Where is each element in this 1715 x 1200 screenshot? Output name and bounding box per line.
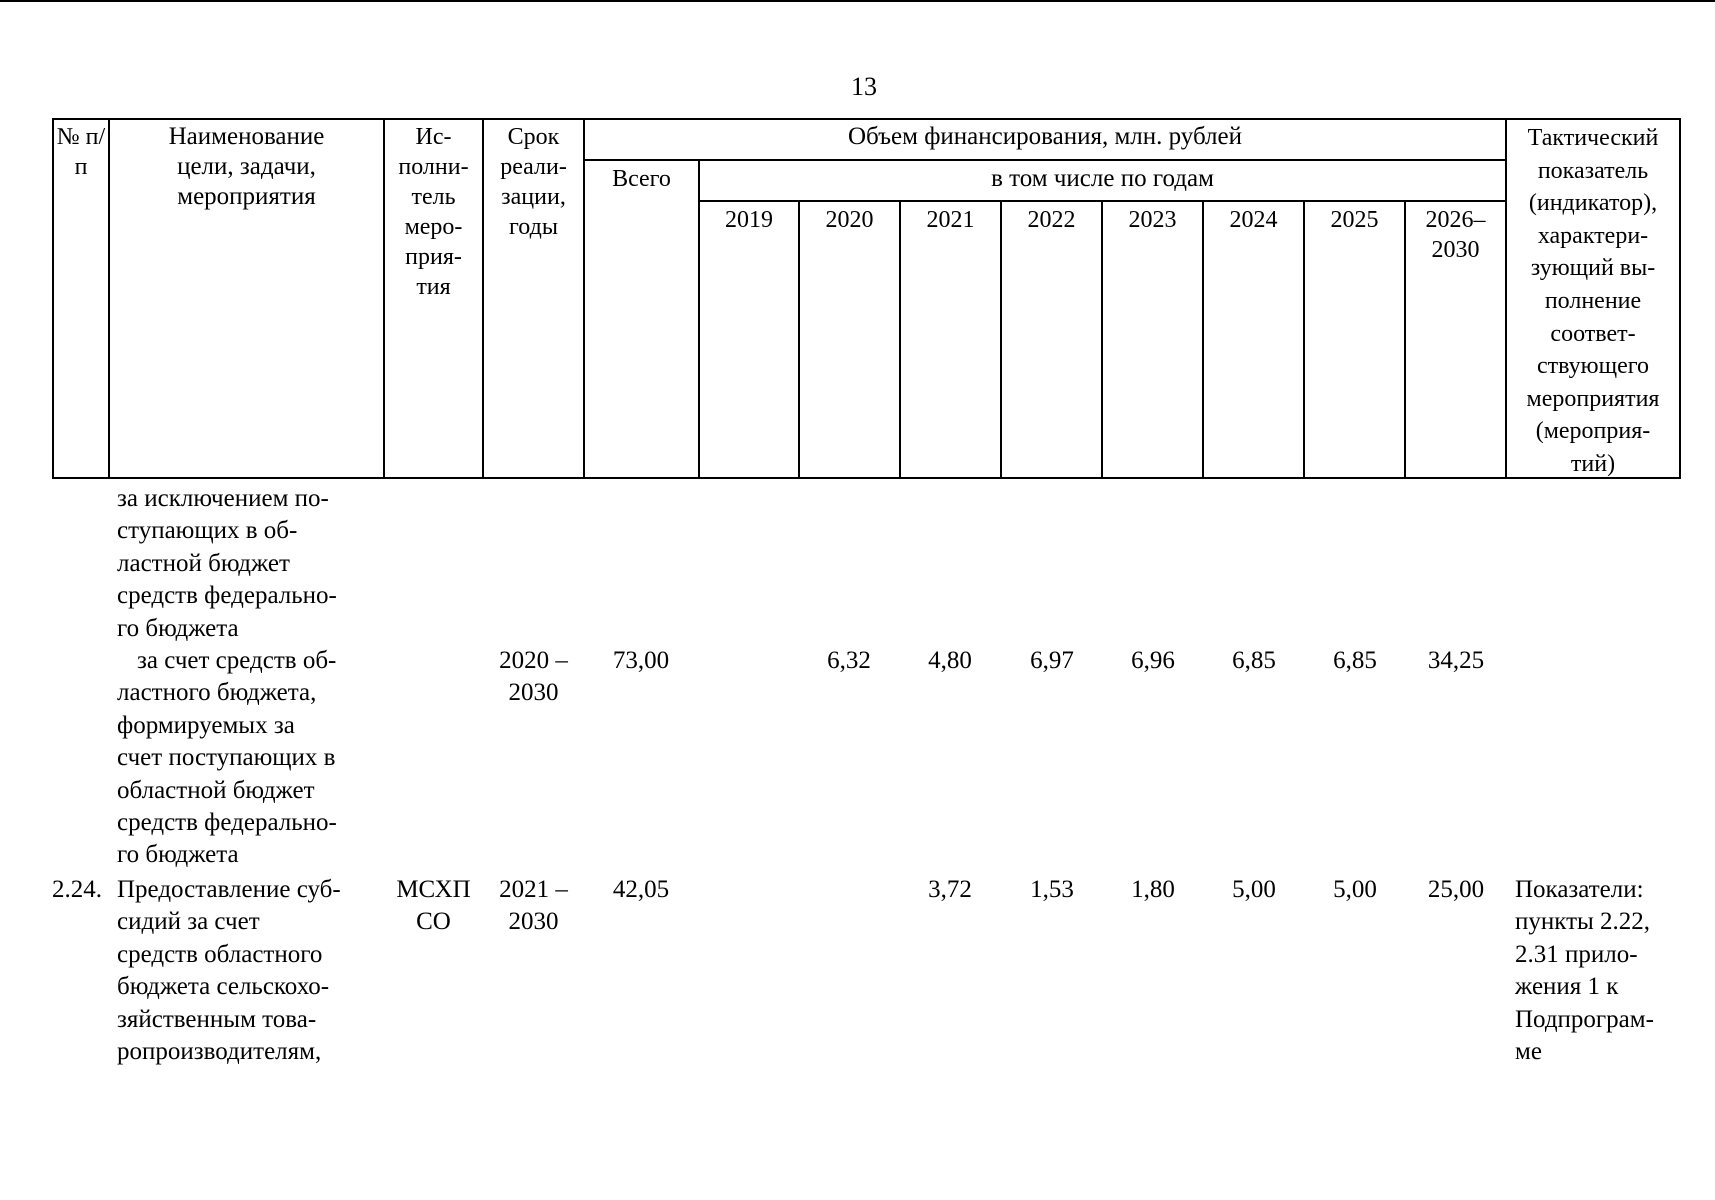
header-col-executor: Ис- полни- тель меро- прия- тия [398,124,469,300]
row-total: 73,00 [612,647,670,674]
row-period: 2020 – 2030 [499,647,568,707]
header-col-by-years: в том числе по годам [991,165,1214,192]
row-value: 4,80 [928,647,972,674]
row-value: 34,25 [1427,647,1485,674]
header-vline [798,200,800,479]
header-col-funding: Объем финансирования, млн. рублей [847,123,1243,150]
row-name: за счет средств об- ластного бюджета, формируемых за счет поступающих в областной бюджет средств федерально- го бюджета [117,647,337,869]
page-number: 13 [851,72,877,101]
header-border-top [52,118,1681,120]
header-vline [1303,200,1305,479]
header-col-total: Всего [612,166,671,192]
row-executor: МСХП СО [396,876,471,936]
row-value: 1,53 [1030,876,1074,903]
header-vline [1679,118,1681,479]
header-vline [1202,200,1204,479]
header-year: 2024 [1229,207,1278,233]
header-vline [899,200,901,479]
row-value: 6,96 [1131,647,1175,674]
row-name: Предоставление суб- сидий за счет средств областного бюджета сельскохо- зяйственным това- ропроизводителям, [117,876,341,1066]
header-col-no: № п/п [56,124,106,180]
row-value: 6,32 [827,647,871,674]
header-year: 2025 [1330,207,1379,233]
row-indicator: Показатели: пункты 2.22, 2.31 прило- жения 1 к Подпрограм- ме [1515,876,1654,1066]
header-col-period: Срок реали- зации, годы [500,124,567,240]
row-value: 25,00 [1427,876,1485,903]
row-total: 42,05 [612,876,670,903]
row-number: 2.24. [52,876,102,903]
header-year: 2021 [926,207,975,233]
header-border-bottom [52,477,1681,479]
header-vline [1101,200,1103,479]
row-value: 3,72 [928,876,972,903]
row-value: 5,00 [1232,876,1276,903]
row-name: за исключением по- ступающих в об- ластной бюджет средств федерально- го бюджета [117,485,337,642]
header-year: 2026– 2030 [1425,207,1486,263]
header-year: 2019 [725,207,773,233]
header-year: 2023 [1128,207,1177,233]
row-value: 5,00 [1333,876,1377,903]
header-col-name: Наименование цели, задачи, мероприятия [168,123,325,210]
row-value: 1,80 [1131,876,1175,903]
header-year: 2020 [825,207,874,233]
top-rule [0,0,1715,2]
header-vline [1000,200,1002,479]
row-value: 6,97 [1030,647,1074,674]
header-year: 2022 [1027,207,1076,233]
header-col-indicator: Тактический показатель (индикатор), характери- зующий вы- полнение соответ- ствующего мероприятия (мероприя- тий) [1526,125,1660,477]
row-value: 6,85 [1333,647,1377,674]
header-line-funding [583,159,1507,161]
row-value: 6,85 [1232,647,1276,674]
row-period: 2021 – 2030 [499,876,568,936]
